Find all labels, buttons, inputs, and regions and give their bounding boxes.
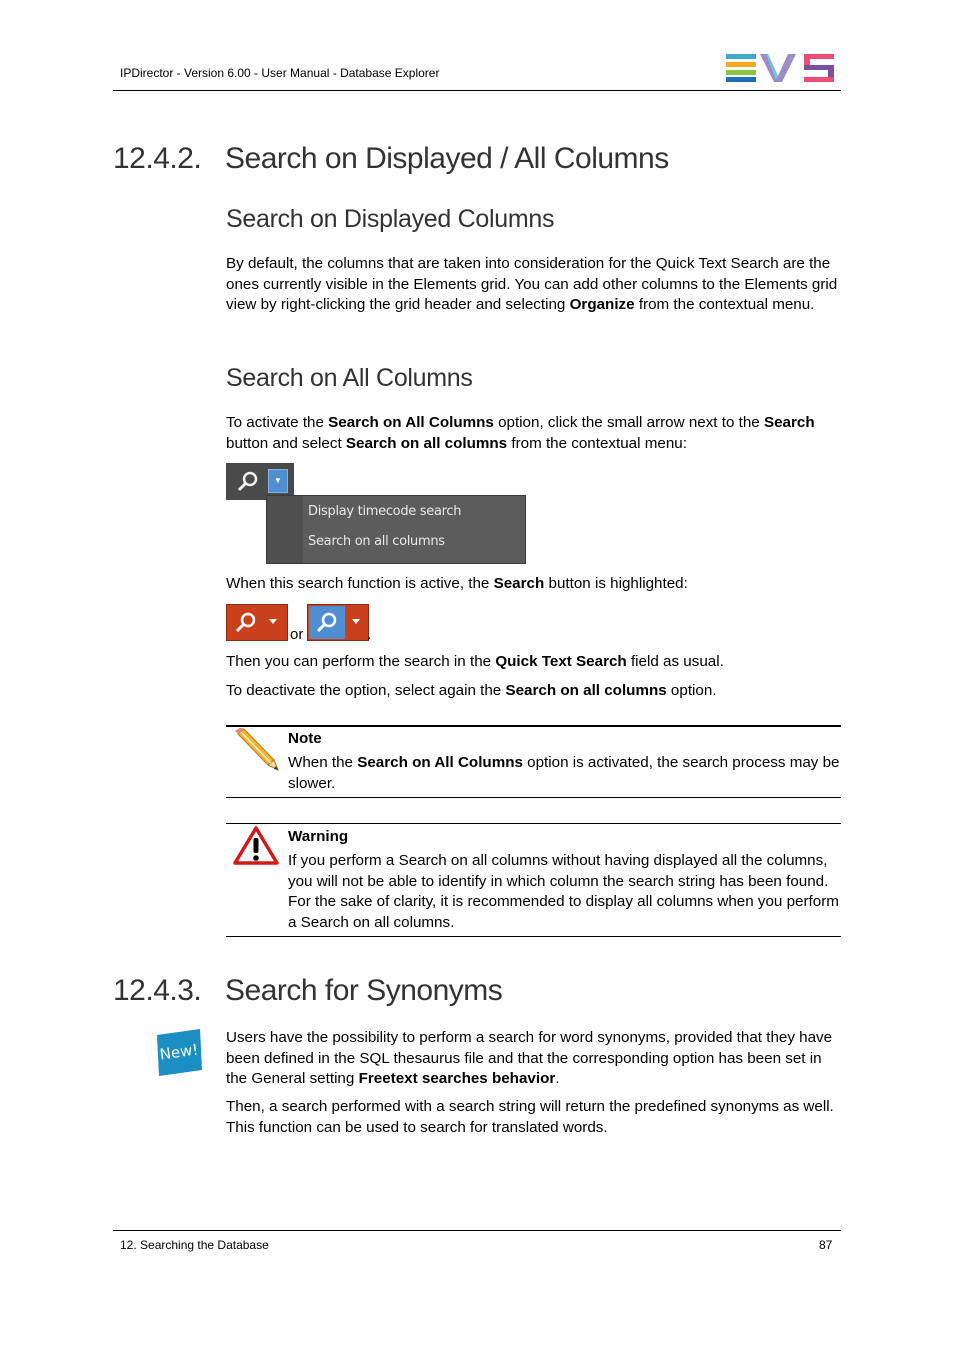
paragraph-activate: To activate the Search on All Columns option, click the small arrow next to the Search button and select Search on all columns from the contextual menu:: [226, 414, 815, 452]
header-title: IPDirector - Version 6.00 - User Manual - Database Explorer: [120, 66, 440, 80]
period: .: [367, 626, 372, 643]
or-label: or: [290, 626, 304, 643]
header-rule: [113, 90, 841, 91]
warning-bottom-rule: [226, 936, 841, 937]
magnifier-icon: [236, 470, 260, 494]
note-top-rule: [226, 725, 841, 727]
chevron-down-icon: [352, 619, 360, 625]
warning-text: If you perform a Search on all columns without having displayed all the columns, you will not be able to identify in which column the search string has been found. For the sake of clarity, it is recommended to display all columns when you perform a Search on all columns.: [288, 852, 839, 931]
warning-top-rule: [226, 823, 841, 824]
paragraph-highlighted: When this search function is active, the Search button is highlighted:: [226, 575, 688, 592]
menu-item-search-on-all-columns[interactable]: Search on all columns: [308, 534, 445, 549]
warning-icon: [233, 825, 279, 865]
menu-item-display-timecode-search[interactable]: Display timecode search: [308, 504, 462, 519]
chevron-down-icon: [269, 619, 277, 625]
page-number: 87: [819, 1238, 833, 1252]
paragraph-deactivate: To deactivate the option, select again the Search on all columns option.: [226, 682, 717, 699]
warning-title: Warning: [288, 828, 349, 845]
note-text: When the Search on All Columns option is activated, the search process may be slower.: [288, 754, 840, 792]
search-button-highlighted-blue[interactable]: [307, 604, 372, 643]
note-bottom-rule: [226, 797, 841, 798]
magnifier-icon: [315, 611, 339, 635]
paragraph-displayed-columns: By default, the columns that are taken into consideration for the Quick Text Search are the ones currently visible in the Elements grid. You can add other columns to the Elements grid view by right-clicking the grid header and selecting Organize from the contextual menu.: [226, 255, 838, 313]
subheading-displayed-columns: Search on Displayed Columns: [226, 205, 555, 233]
section-heading-12-4-2: 12.4.2. Search on Displayed / All Columns: [113, 142, 669, 175]
subheading-all-columns: Search on All Columns: [226, 364, 473, 392]
section-heading-12-4-3: 12.4.3. Search for Synonyms: [113, 974, 503, 1007]
paragraph-synonyms: Users have the possibility to perform a search for word synonyms, provided that they have been defined in the SQL thesaurus file and that the corresponding option has been set in the General setting Freetext searches behavior.: [226, 1029, 833, 1087]
context-menu: [266, 495, 526, 564]
paragraph-translated-words: Then, a search performed with a search string will return the predefined synonyms as well. This function can be used to search for translated words.: [226, 1098, 834, 1136]
new-badge: [155, 1029, 203, 1076]
search-menu-screenshot: [226, 463, 526, 564]
footer-rule: [113, 1230, 841, 1231]
paragraph-perform-search: Then you can perform the search in the Quick Text Search field as usual.: [226, 653, 724, 670]
evs-logo: [726, 54, 834, 82]
footer-chapter: 12. Searching the Database: [120, 1238, 269, 1252]
magnifier-icon: [234, 611, 258, 635]
search-dropdown-arrow[interactable]: ▼: [268, 469, 288, 493]
search-button-highlighted-orange[interactable]: [226, 604, 288, 641]
pencil-icon: [232, 728, 280, 772]
new-badge-label: New!: [158, 1040, 200, 1064]
note-title: Note: [288, 730, 322, 747]
